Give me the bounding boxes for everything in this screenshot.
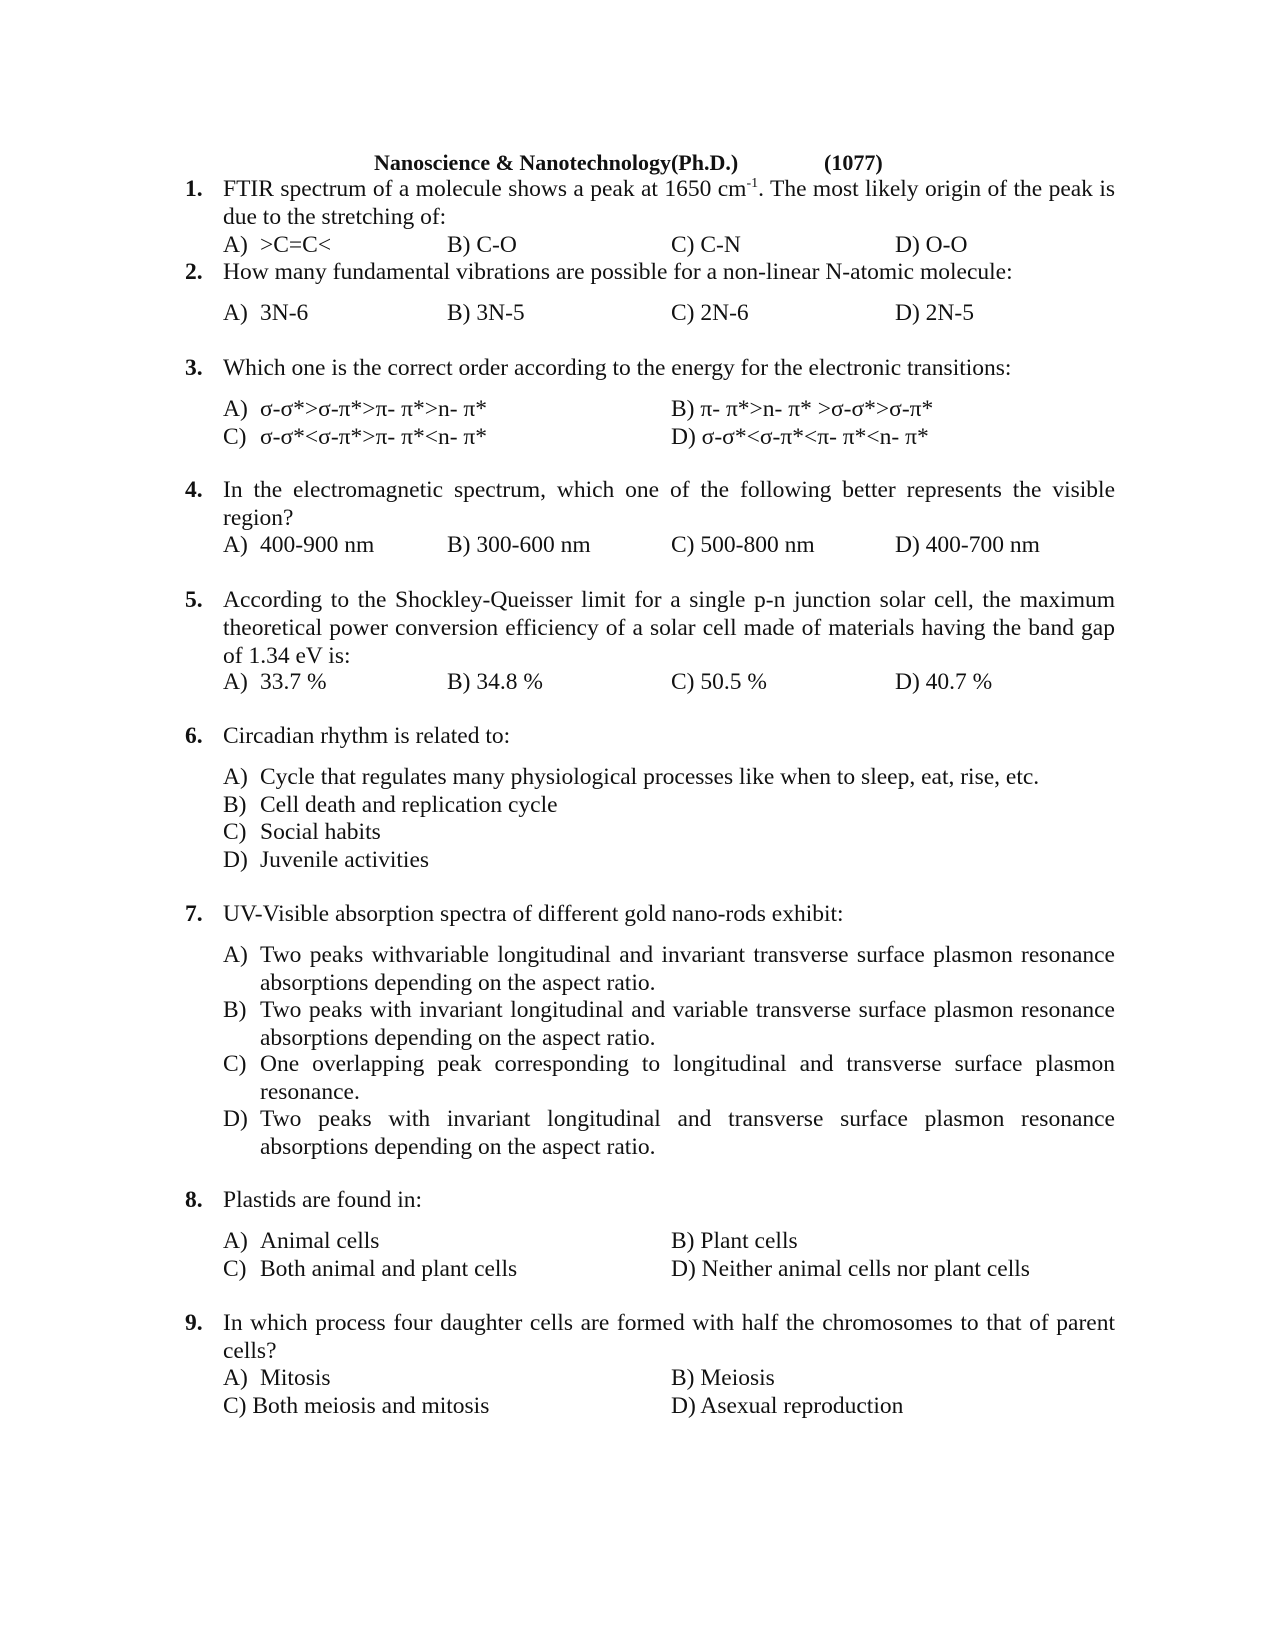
option-b: B) C-O: [447, 232, 517, 258]
option-b: B) Meiosis: [671, 1365, 775, 1391]
question-number: 2.: [185, 259, 203, 285]
option-c: C) 500-800 nm: [671, 532, 815, 558]
option-a: A) σ-σ*>σ-π*>π- π*>n- π*: [223, 396, 488, 422]
option-c: C) C-N: [671, 232, 741, 258]
option-a: A) >C=C<: [223, 232, 332, 258]
option-d: D) Neither animal cells nor plant cells: [671, 1256, 1030, 1282]
question-text: Which one is the correct order according to the energy for the electronic transitions:: [223, 355, 1012, 381]
option-c: C) Both animal and plant cells: [223, 1256, 518, 1282]
option-c: C) 50.5 %: [671, 669, 767, 695]
option-a: A) 33.7 %: [223, 669, 327, 695]
option-d: D) σ-σ*<σ-π*<π- π*<n- π*: [671, 424, 929, 450]
option-a: A) Mitosis: [223, 1365, 331, 1391]
option-c: C) 2N-6: [671, 300, 749, 326]
option-d: D) 2N-5: [895, 300, 974, 326]
option-d: D) 40.7 %: [895, 669, 993, 695]
option-a: A) Animal cells: [223, 1228, 380, 1254]
option-b: B) Plant cells: [671, 1228, 798, 1254]
option-a: A) 400-900 nm: [223, 532, 375, 558]
option-a: A) Cycle that regulates many physiological processes like when to sleep, eat, rise, etc.: [223, 764, 1040, 790]
option-b: B) Cell death and replication cycle: [223, 792, 558, 818]
question-number: 3.: [185, 355, 203, 381]
option-d: D) 400-700 nm: [895, 532, 1040, 558]
exam-title: Nanoscience & Nanotechnology(Ph.D.): [374, 150, 739, 175]
question-number: 5.: [185, 587, 203, 613]
question-text: In which process four daughter cells are formed with half the chromosomes to that of parent cells?: [223, 1310, 1115, 1364]
option-c: C) σ-σ*<σ-π*>π- π*<n- π*: [223, 424, 488, 450]
question-number: 9.: [185, 1310, 203, 1336]
option-d: D) Juvenile activities: [223, 847, 430, 873]
option-b: B) π- π*>n- π* >σ-σ*>σ-π*: [671, 396, 934, 422]
question-number: 6.: [185, 723, 203, 749]
option-c: C) Social habits: [223, 819, 381, 845]
exam-code: (1077): [824, 150, 883, 175]
option-a: A) 3N-6: [223, 300, 309, 326]
question-text: In the electromagnetic spectrum, which one of the following better represents the visible region?: [223, 477, 1115, 531]
option-d: D) Asexual reproduction: [671, 1393, 904, 1419]
question-text: FTIR spectrum of a molecule shows a peak at 1650 $cm^{-1}$. The most likely origin of the peak is due to the stretching of:: [223, 176, 1116, 230]
option-c: C) Both meiosis and mitosis: [223, 1393, 490, 1419]
question-text: How many fundamental vibrations are possible for a non-linear N-atomic molecule:: [223, 259, 1013, 285]
option-b: B) 3N-5: [447, 300, 525, 326]
question-number: 4.: [185, 477, 203, 503]
question-text: UV-Visible absorption spectra of different gold nano-rods exhibit:: [223, 901, 844, 927]
question-text: Plastids are found in:: [223, 1187, 423, 1213]
option-d: D) O-O: [895, 232, 968, 258]
question-number: 7.: [185, 901, 203, 927]
question-number: 1.: [185, 176, 203, 202]
option-b: B) 300-600 nm: [447, 532, 591, 558]
question-number: 8.: [185, 1187, 203, 1213]
question-text: According to the Shockley-Queisser limit for a single p-n junction solar cell, the maximum theoretical power conversion efficiency of a solar cell made of materials having the band gap of 1.34 eV is:: [223, 587, 1115, 669]
option-b: B) 34.8 %: [447, 669, 543, 695]
question-text: Circadian rhythm is related to:: [223, 723, 511, 749]
